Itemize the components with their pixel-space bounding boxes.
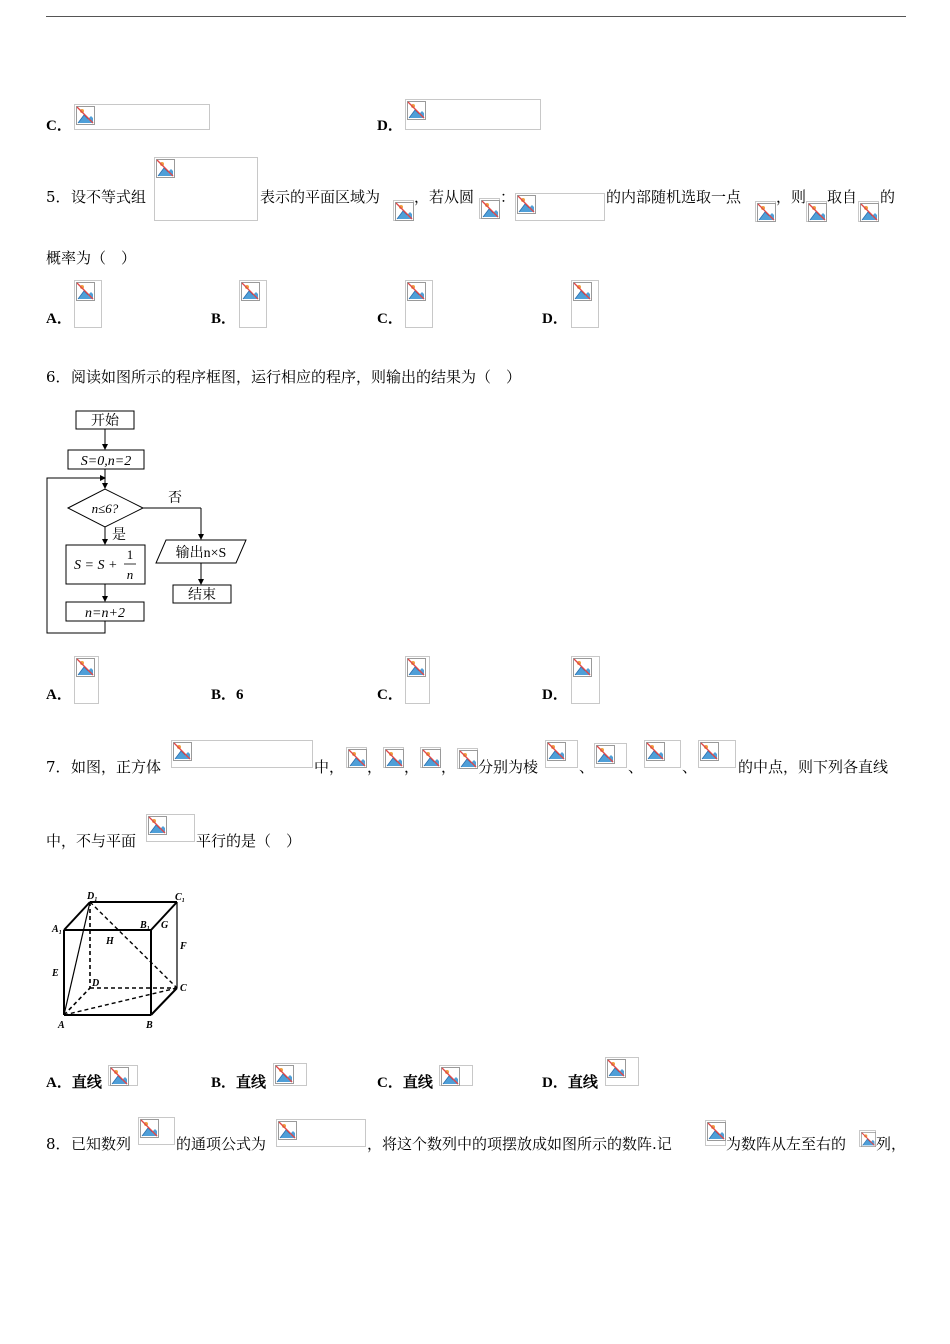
cube-label-b: B — [146, 1020, 153, 1031]
q5-text-3: ，若从圆 — [414, 188, 475, 206]
cube-label-a: A — [58, 1020, 65, 1031]
broken-image-icon — [395, 202, 414, 221]
q5-option-c-label: C． — [377, 311, 403, 327]
q7-edge-3-image — [644, 740, 681, 768]
broken-image-icon — [76, 106, 95, 125]
q6-option-c-image — [405, 656, 430, 704]
q7-point-h-image — [457, 748, 478, 769]
flow-end-text: 结束 — [188, 588, 216, 603]
broken-image-icon — [646, 742, 665, 761]
q8-formula-image — [276, 1119, 366, 1147]
q8-text-2: 的通项公式为 — [176, 1135, 267, 1153]
q7-text-4: 的中点，则下列各直线 — [738, 758, 889, 776]
flow-assign-denominator: n — [126, 567, 134, 582]
q5-point-image — [755, 201, 776, 222]
q5-region-image-2 — [858, 201, 879, 222]
cube-label-g: G — [161, 920, 169, 931]
broken-image-icon — [110, 1067, 129, 1086]
q5-circle-name-image — [479, 198, 500, 219]
q8-sequence-image — [138, 1117, 175, 1145]
broken-image-icon — [573, 282, 592, 301]
q7-option-d-label: D．直线 — [542, 1075, 598, 1091]
q5-point-image-2 — [806, 201, 827, 222]
broken-image-icon — [385, 749, 404, 768]
broken-image-icon — [607, 1059, 626, 1078]
broken-image-icon — [441, 1067, 460, 1086]
cube-label-d1: D₁ — [87, 891, 98, 902]
cube-label-c: C — [180, 983, 187, 994]
q4-option-c-label: C． — [46, 118, 72, 134]
broken-image-icon — [459, 750, 478, 769]
q7-edge-4-image — [698, 740, 736, 768]
broken-image-icon — [148, 816, 167, 835]
broken-image-icon — [275, 1065, 294, 1084]
q6-number: 6． — [46, 368, 71, 386]
flow-start-text: 开始 — [91, 414, 119, 429]
q5-option-b-label: B． — [211, 311, 237, 327]
q6-option-c-label: C． — [377, 687, 403, 703]
cube-label-a1: A₁ — [52, 924, 63, 935]
q6-option-b-label: B．6 — [211, 687, 244, 703]
q7-text-2: 中， — [314, 758, 345, 776]
broken-image-icon — [573, 658, 592, 677]
q7-line-2b: 平行的是（ ） — [196, 832, 302, 850]
flow-assign-lhs: S = S + — [74, 558, 118, 573]
q7-option-b-label: B．直线 — [211, 1075, 267, 1091]
q7-comma-2: ， — [404, 758, 420, 776]
q6-option-a-image — [74, 656, 99, 704]
q7-comma-3: ， — [441, 758, 457, 776]
broken-image-icon — [140, 1119, 159, 1138]
cube-label-c1: C₁ — [175, 892, 186, 903]
broken-image-icon — [596, 745, 615, 764]
broken-image-icon — [700, 742, 719, 761]
broken-image-icon — [407, 282, 426, 301]
broken-image-icon — [517, 195, 536, 214]
q7-option-a-image — [108, 1065, 138, 1086]
q7-text-1: 如图，正方体 — [71, 758, 162, 776]
q4-option-d-image — [405, 99, 541, 130]
q6-option-d-label: D． — [542, 687, 568, 703]
q7-option-d-image — [605, 1057, 639, 1086]
q5-text-4: ： — [500, 188, 516, 206]
q7-number: 7． — [46, 758, 71, 776]
q8-number: 8． — [46, 1135, 71, 1153]
broken-image-icon — [156, 159, 175, 178]
q5-option-b-image — [239, 280, 267, 328]
q7-edge-1-image — [545, 740, 578, 768]
q5-number: 5． — [46, 188, 71, 206]
q7-plane-image — [146, 814, 195, 842]
q8-term-image — [705, 1120, 726, 1146]
q5-option-d-label: D． — [542, 311, 568, 327]
q7-line-2a: 中，不与平面 — [46, 832, 137, 850]
q7-sep-2: 、 — [628, 758, 644, 776]
q7-option-c-image — [439, 1065, 473, 1086]
q7-comma-1: ， — [367, 758, 383, 776]
broken-image-icon — [407, 658, 426, 677]
broken-image-icon — [422, 749, 441, 768]
q7-option-c-label: C．直线 — [377, 1075, 433, 1091]
cube-label-b1: B₁ — [140, 920, 151, 931]
broken-image-icon — [808, 203, 827, 222]
q7-text-3: 分别为棱 — [478, 758, 539, 776]
flow-output-text: 输出n×S — [175, 546, 227, 561]
flow-no-label: 否 — [168, 491, 182, 506]
q5-region-image — [393, 200, 414, 221]
q4-option-c-image — [74, 104, 210, 130]
broken-image-icon — [757, 203, 776, 222]
broken-image-icon — [861, 1132, 876, 1147]
q7-point-e-image — [346, 747, 367, 768]
flow-increment-text: n=n+2 — [85, 606, 125, 621]
q6-question-text: 阅读如图所示的程序框图，运行相应的程序，则输出的结果为（ ） — [71, 368, 522, 386]
q5-text-8: 的 — [880, 188, 896, 206]
broken-image-icon — [76, 658, 95, 677]
q5-text-6: ，则 — [776, 188, 807, 206]
broken-image-icon — [173, 742, 192, 761]
cube-label-e: E — [52, 968, 59, 979]
q6-flowchart — [40, 405, 260, 640]
q5-option-a-label: A． — [46, 311, 72, 327]
q5-inequality-image — [154, 157, 258, 221]
broken-image-icon — [76, 282, 95, 301]
q5-text-2: 表示的平面区域为 — [260, 188, 381, 206]
broken-image-icon — [407, 101, 426, 120]
q5-text-7: 取自 — [827, 188, 858, 206]
q8-text-4: 为数阵从左至右的 — [726, 1135, 847, 1153]
q7-sep-3: 、 — [682, 758, 698, 776]
broken-image-icon — [481, 200, 500, 219]
q6-option-d-image — [571, 656, 600, 704]
broken-image-icon — [348, 749, 367, 768]
q8-text-5: 列， — [876, 1135, 907, 1153]
cube-label-f: F — [180, 941, 187, 952]
flow-decision-text: n≤6? — [91, 501, 119, 516]
q7-cube-figure — [46, 888, 196, 1033]
flow-assign-numerator: 1 — [126, 547, 134, 562]
q7-edge-2-image — [594, 743, 627, 768]
q5-text-5: 的内部随机选取一点 — [606, 188, 742, 206]
header-rule — [46, 16, 906, 17]
cube-label-d: D — [92, 978, 100, 989]
q8-index-image — [859, 1130, 876, 1147]
q5-line-2: 概率为（ ） — [46, 249, 137, 267]
q5-option-a-image — [74, 280, 102, 328]
q8-text-1: 已知数列 — [71, 1135, 132, 1153]
q5-option-c-image — [405, 280, 433, 328]
cube-label-h: H — [106, 936, 114, 947]
broken-image-icon — [547, 742, 566, 761]
q7-point-f-image — [383, 747, 404, 768]
flow-yes-label: 是 — [112, 528, 126, 543]
q7-cube-name-image — [171, 740, 313, 768]
q5-text-1: 设不等式组 — [71, 188, 147, 206]
q7-option-a-label: A．直线 — [46, 1075, 102, 1091]
q6-option-a-label: A． — [46, 687, 72, 703]
flow-init-text: S=0,n=2 — [80, 454, 132, 469]
q7-option-b-image — [273, 1063, 307, 1086]
q5-option-d-image — [571, 280, 599, 328]
broken-image-icon — [860, 203, 879, 222]
broken-image-icon — [278, 1121, 297, 1140]
q7-point-g-image — [420, 747, 441, 768]
q7-sep-1: 、 — [579, 758, 595, 776]
broken-image-icon — [241, 282, 260, 301]
q8-text-3: ，将这个数列中的项摆放成如图所示的数阵.记 — [367, 1135, 672, 1153]
q5-circle-equation-image — [515, 193, 605, 221]
broken-image-icon — [707, 1122, 726, 1141]
q4-option-d-label: D． — [377, 118, 403, 134]
